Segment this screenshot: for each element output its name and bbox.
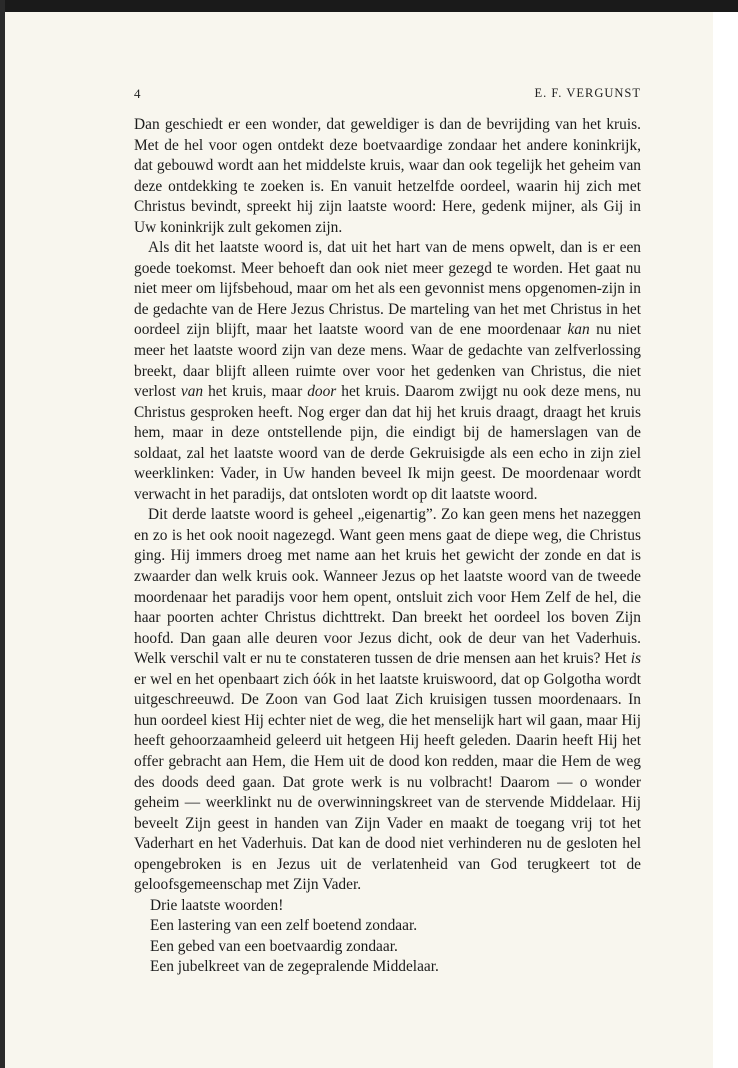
closing-line: Een lastering van een zelf boetend zondaar. (150, 917, 418, 935)
running-head-author: E. F. VERGUNST (534, 86, 641, 100)
closing-line: Drie laatste woorden! (150, 896, 284, 914)
text-run: het kruis, maar (203, 383, 308, 401)
scan-right-margin (713, 12, 738, 1068)
italic-emphasis: kan (567, 321, 590, 339)
text-run: nu niet meer het laatste woord zijn van deze mens. Waar de gedachte van zelfverlossing breekt, daar blijft alleen ruimte over voor het gedenken van Christus, die niet verlost (134, 321, 642, 401)
paragraph (134, 238, 641, 505)
italic-emphasis: door (307, 383, 337, 401)
closing-line: Een jubelkreet van de zegepralende Middelaar. (150, 958, 439, 976)
italic-emphasis: van (180, 383, 204, 401)
scan-left-border (0, 0, 5, 1068)
text-run: er wel en het openbaart zich óók in het laatste kruiswoord, dat op Golgotha wordt uitgeschreeuwd. De Zoon van God laat Zich kruisigen tussen moordenaars. In hun oordeel kiest Hij echter niet de weg, die het menselijk hart wil gaan, maar Hij heeft gehoorzaamheid geleerd uit hetgeen Hij heeft geleden. Daarin heeft Hij het offer gebracht aan Hem, die Hem uit de dood kon redden, maar die Hem de weg des doods deed gaan. Dat grote werk is nu volbracht! Daarom — o wonder geheim — weerklinkt nu de overwinningskreet van de stervende Middelaar. Hij beveelt Zijn geest in handen van Zijn Vader en maakt de toegang vrij tot het Vaderhart en het Vaderhuis. Dat kan de dood niet verhinderen nu de gesloten hel opengebroken is en Jezus uit de verlatenheid van God terugkeert tot de geloofsgemeenschap met Zijn Vader. (134, 670, 641, 894)
italic-emphasis: is (630, 650, 641, 668)
paragraph (134, 115, 641, 238)
scan-top-border (0, 0, 738, 12)
paragraph (134, 505, 641, 895)
text-run: Dit derde laatste woord is geheel „eigenartig”. Zo kan geen mens het nazeggen en zo is het ook nooit nagezegd. Want geen mens gaat de diepe weg, die Christus ging. Hij immers droeg met name aan het kruis het gewicht der zonde en dat is zwaarder dan welk kruis ook. Wanneer Jezus op het laatste woord van de tweede moordenaar het paradijs voor hem opent, ontsluit zich voor Hem Zelf de hel, die haar poorten achter Christus dichttrekt. Dan breekt het oordeel los boven Zijn hoofd. Dan gaan alle deuren voor Jezus dicht, ook de deur van het Vaderhuis. Welk verschil valt er nu te constateren tussen de drie mensen aan het kruis? Het (134, 506, 641, 668)
closing-line: Een gebed van een boetvaardig zondaar. (150, 937, 398, 955)
text-run: Dan geschiedt er een wonder, dat geweldiger is dan de bevrijding van het kruis. Met de hel voor ogen ontdekt deze boetvaardige zondaar het andere koninkrijk, dat gebouwd wordt aan het middelste kruis, waar dan ook tegelijk het geheim van deze ontdekking te zoeken is. En vanuit hetzelfde oordeel, waarin hij zich met Christus bevindt, spreekt hij zijn laatste woord: Here, gedenk mijner, als Gij in Uw koninkrijk zult gekomen zijn. (134, 116, 641, 236)
page-number: 4 (134, 86, 141, 101)
body-text (134, 115, 641, 978)
text-run: het kruis. Daarom zwijgt nu ook deze mens, nu Christus gesproken heeft. Nog erger dan dat hij het kruis draagt, draagt het kruis hem, maar in deze ontstellende pijn, die eindigt bij de hamerslagen van de soldaat, zal het laatste woord van de derde Gekruisigde als een echo in zijn ziel weerklinken: Vader, in Uw handen beveel Ik mijn geest. De moordenaar wordt verwacht in het paradijs, dat ontsloten wordt op dit laatste woord. (134, 383, 641, 503)
text-run: Als dit het laatste woord is, dat uit het hart van de mens opwelt, dan is er een goede toekomst. Meer behoeft dan ook niet meer gezegd te worden. Het gaat nu niet meer om lijfsbehoud, maar om het als een gevonnist mens opgenomen-zijn in de gedachte van de Here Jezus Christus. De marteling van het met Christus in het oordeel zijn blijft, maar het laatste woord van de ene moordenaar (134, 239, 641, 339)
